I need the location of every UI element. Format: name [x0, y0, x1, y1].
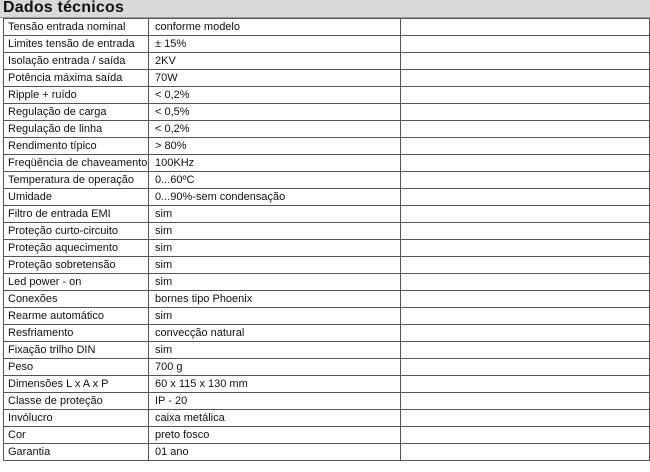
spec-value: sim	[149, 206, 401, 223]
specs-table	[3, 18, 650, 461]
spec-label: Proteção aquecimento	[4, 240, 149, 257]
spec-value: > 80%	[149, 138, 401, 155]
spec-label: Led power - on	[4, 274, 149, 291]
spec-value: sim	[149, 308, 401, 325]
empty-cell	[401, 70, 650, 87]
title-bar	[0, 0, 650, 18]
empty-cell	[401, 206, 650, 223]
empty-cell	[401, 53, 650, 70]
table-row	[4, 172, 650, 189]
empty-cell	[401, 308, 650, 325]
spec-label: Filtro de entrada EMI	[4, 206, 149, 223]
table-row	[4, 393, 650, 410]
spec-label: Peso	[4, 359, 149, 376]
empty-cell	[401, 393, 650, 410]
spec-label: Umidade	[4, 189, 149, 206]
empty-cell	[401, 427, 650, 444]
spec-value: convecção natural	[149, 325, 401, 342]
empty-cell	[401, 155, 650, 172]
spec-label: Ripple + ruído	[4, 87, 149, 104]
empty-cell	[401, 342, 650, 359]
table-row	[4, 223, 650, 240]
empty-cell	[401, 104, 650, 121]
spec-value: bornes tipo Phoenix	[149, 291, 401, 308]
spec-value: sim	[149, 342, 401, 359]
spec-value: preto fosco	[149, 427, 401, 444]
empty-cell	[401, 19, 650, 36]
spec-label: Limites tensão de entrada	[4, 36, 149, 53]
spec-value: ± 15%	[149, 36, 401, 53]
specs-table-body	[4, 19, 650, 461]
table-row	[4, 104, 650, 121]
spec-label: Invólucro	[4, 410, 149, 427]
spec-label: Fixação trilho DIN	[4, 342, 149, 359]
spec-value: sim	[149, 240, 401, 257]
spec-value: 2KV	[149, 53, 401, 70]
spec-label: Regulação de linha	[4, 121, 149, 138]
spec-value: sim	[149, 223, 401, 240]
table-row	[4, 189, 650, 206]
table-row	[4, 240, 650, 257]
empty-cell	[401, 87, 650, 104]
empty-cell	[401, 240, 650, 257]
spec-label: Temperatura de operação	[4, 172, 149, 189]
table-row	[4, 427, 650, 444]
spec-value: 70W	[149, 70, 401, 87]
empty-cell	[401, 36, 650, 53]
empty-cell	[401, 325, 650, 342]
table-row	[4, 308, 650, 325]
empty-cell	[401, 359, 650, 376]
empty-cell	[401, 223, 650, 240]
spec-value: 700 g	[149, 359, 401, 376]
spec-value: 0...90%-sem condensação	[149, 189, 401, 206]
table-row	[4, 376, 650, 393]
spec-label: Conexões	[4, 291, 149, 308]
empty-cell	[401, 274, 650, 291]
spec-label: Classe de proteção	[4, 393, 149, 410]
table-row	[4, 70, 650, 87]
spec-value: IP - 20	[149, 393, 401, 410]
table-row	[4, 121, 650, 138]
spec-value: < 0,2%	[149, 121, 401, 138]
empty-cell	[401, 172, 650, 189]
table-row	[4, 206, 650, 223]
table-row	[4, 257, 650, 274]
spec-value: caixa metálica	[149, 410, 401, 427]
empty-cell	[401, 257, 650, 274]
spec-value: sim	[149, 274, 401, 291]
spec-value: 01 ano	[149, 444, 401, 461]
empty-cell	[401, 444, 650, 461]
empty-cell	[401, 410, 650, 427]
table-row	[4, 342, 650, 359]
spec-value: 0...60ºC	[149, 172, 401, 189]
spec-label: Resfriamento	[4, 325, 149, 342]
empty-cell	[401, 138, 650, 155]
empty-cell	[401, 291, 650, 308]
page-title: Dados técnicos	[3, 0, 125, 16]
spec-value: < 0,5%	[149, 104, 401, 121]
table-row	[4, 19, 650, 36]
spec-label: Potência máxima saída	[4, 70, 149, 87]
table-row	[4, 87, 650, 104]
spec-label: Cor	[4, 427, 149, 444]
table-row	[4, 155, 650, 172]
table-row	[4, 291, 650, 308]
spec-value: 100KHz	[149, 155, 401, 172]
spec-label: Proteção sobretensão	[4, 257, 149, 274]
table-row	[4, 138, 650, 155]
table-row	[4, 274, 650, 291]
empty-cell	[401, 376, 650, 393]
empty-cell	[401, 121, 650, 138]
spec-value: 60 x 115 x 130 mm	[149, 376, 401, 393]
spec-value: sim	[149, 257, 401, 274]
empty-cell	[401, 189, 650, 206]
spec-label: Proteção curto-circuito	[4, 223, 149, 240]
table-row	[4, 325, 650, 342]
spec-value: conforme modelo	[149, 19, 401, 36]
spec-label: Rearme automático	[4, 308, 149, 325]
spec-value: < 0,2%	[149, 87, 401, 104]
table-row	[4, 36, 650, 53]
spec-label: Dimensões L x A x P	[4, 376, 149, 393]
table-row	[4, 53, 650, 70]
spec-label: Isolação entrada / saída	[4, 53, 149, 70]
spec-label: Regulação de carga	[4, 104, 149, 121]
spec-label: Freqüência de chaveamento	[4, 155, 149, 172]
table-row	[4, 410, 650, 427]
spec-label: Tensão entrada nominal	[4, 19, 149, 36]
spec-label: Rendimento típico	[4, 138, 149, 155]
table-row	[4, 359, 650, 376]
spec-label: Garantia	[4, 444, 149, 461]
table-row	[4, 444, 650, 461]
